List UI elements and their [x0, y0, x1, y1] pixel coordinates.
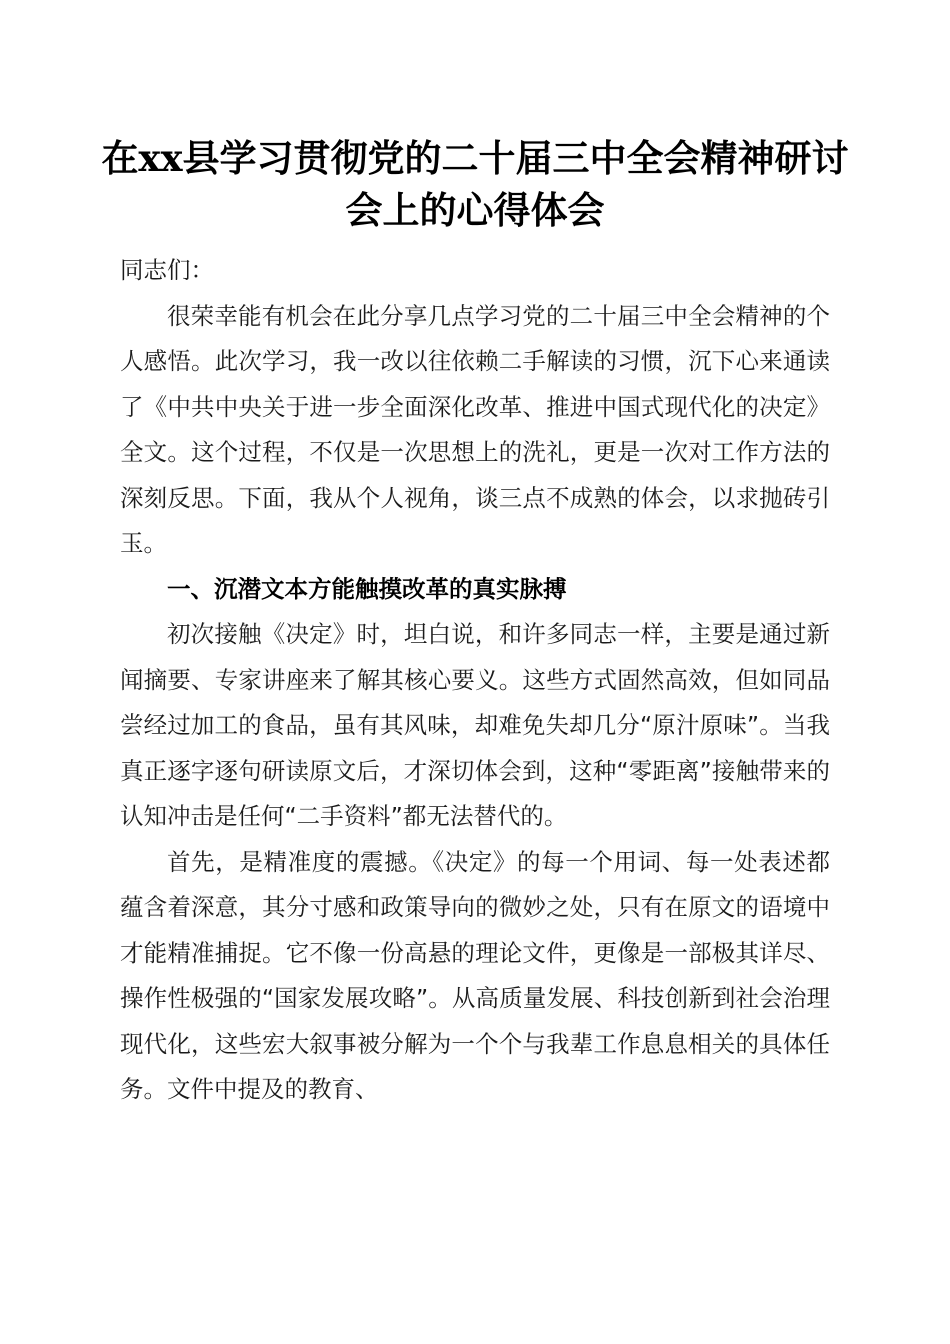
paragraph-section-1: 初次接触《决定》时，坦白说，和许多同志一样，主要是通过新闻摘要、专家讲座来了解其核心要义。这些方式固然高效，但如同品尝经过加工的食品，虽有其风味，却难免失却几分“原汁原味”。当我真正逐字逐句研读原文后，才深切体会到，这种“零距离”接触带来的认知冲击是任何“二手资料”都无法替代的。	[120, 620, 830, 830]
document-body	[120, 248, 830, 1113]
paragraph-precision: 首先，是精准度的震撼。《决定》的每一个用词、每一处表述都蕴含着深意，其分寸感和政策导向的微妙之处，只有在原文的语境中才能精准捕捉。它不像一份高悬的理论文件，更像是一部极其详尽、操作性极强的“国家发展攻略”。从高质量发展、科技创新到社会治理现代化，这些宏大叙事被分解为一个个与我辈工作息息相关的具体任务。文件中提及的教育、	[120, 847, 830, 1103]
document-title: 在xx县学习贯彻党的二十届三中全会精神研讨会上的心得体会	[101, 136, 849, 232]
paragraph-intro: 很荣幸能有机会在此分享几点学习党的二十届三中全会精神的个人感悟。此次学习，我一改以往依赖二手解读的习惯，沉下心来通读了《中共中央关于进一步全面深化改革、推进中国式现代化的决定》全文。这个过程，不仅是一次思想上的洗礼，更是一次对工作方法的深刻反思。下面，我从个人视角，谈三点不成熟的体会，以求抛砖引玉。	[120, 301, 830, 557]
section-heading-1: 一、沉潜文本方能触摸改革的真实脉搏	[167, 574, 567, 603]
salutation: 同志们：	[120, 256, 214, 284]
